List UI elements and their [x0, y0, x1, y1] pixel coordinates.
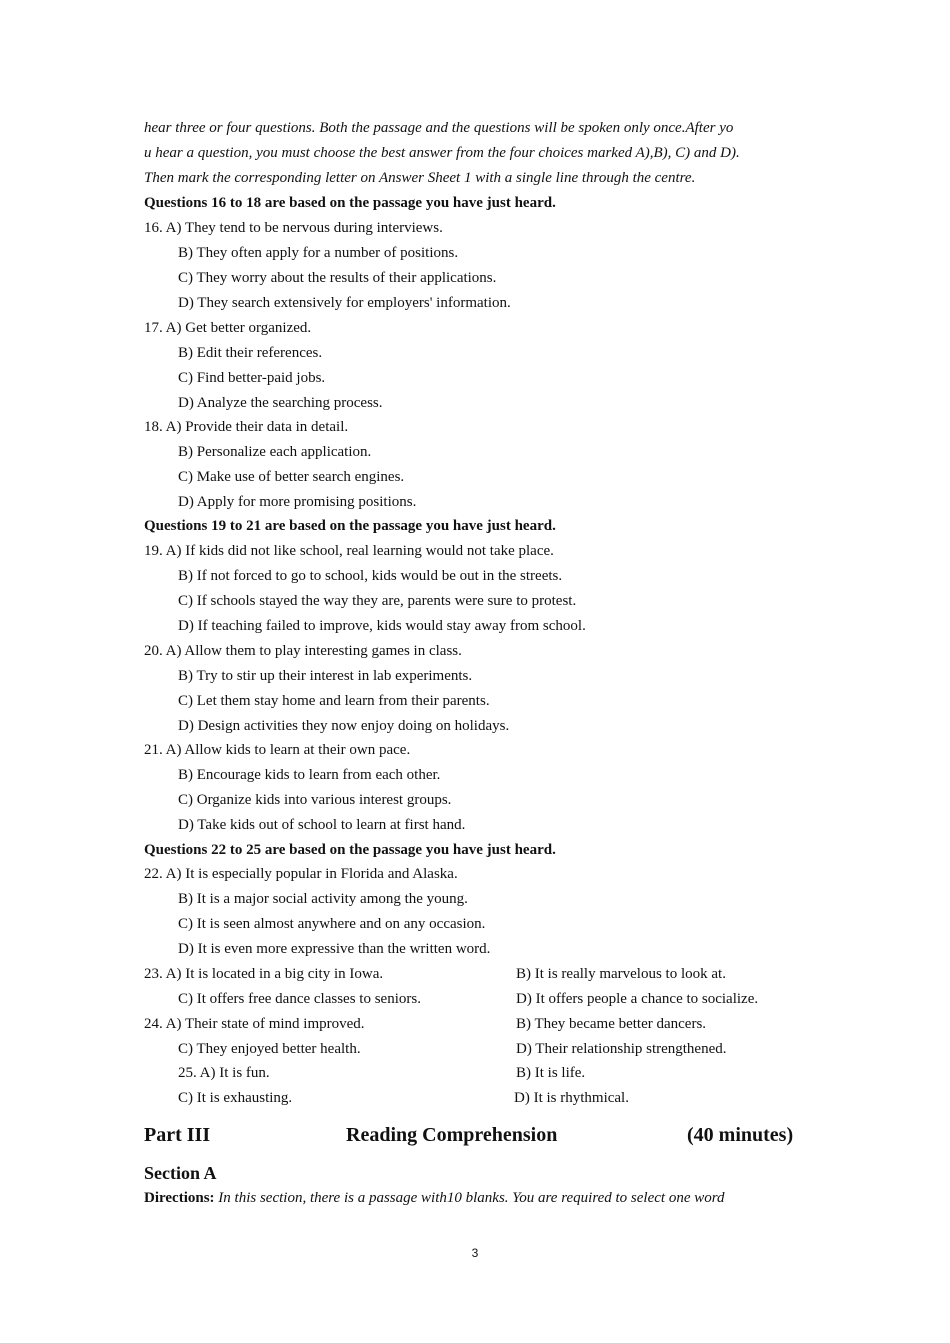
part-title: Reading Comprehension	[346, 1124, 558, 1146]
q25-option-a: 25. A) It is fun.	[178, 1065, 270, 1081]
section-title: Section A	[144, 1163, 217, 1183]
heading-questions-19-21: Questions 19 to 21 are based on the passage you have just heard.	[144, 518, 556, 534]
q22-option-a: 22. A) It is especially popular in Florida and Alaska.	[144, 866, 458, 882]
q20-option-d: D) Design activities they now enjoy doing on holidays.	[178, 718, 510, 734]
q19-option-a: 19. A) If kids did not like school, real learning would not take place.	[144, 543, 554, 559]
q21-option-d: D) Take kids out of school to learn at first hand.	[178, 817, 466, 833]
q23-option-b: B) It is really marvelous to look at.	[516, 966, 726, 982]
directions-label: Directions:	[144, 1190, 215, 1206]
q18-option-b: B) Personalize each application.	[178, 444, 372, 460]
q16-option-a: 16. A) They tend to be nervous during interviews.	[144, 220, 443, 236]
q21-option-a: 21. A) Allow kids to learn at their own pace.	[144, 742, 411, 758]
q21-option-c: C) Organize kids into various interest groups.	[178, 792, 452, 808]
q16-option-c: C) They worry about the results of their applications.	[178, 270, 497, 286]
q23-option-a: 23. A) It is located in a big city in Iowa.	[144, 966, 384, 982]
heading-questions-16-18: Questions 16 to 18 are based on the passage you have just heard.	[144, 195, 556, 211]
heading-questions-22-25: Questions 22 to 25 are based on the passage you have just heard.	[144, 842, 556, 858]
q17-option-c: C) Find better-paid jobs.	[178, 370, 326, 386]
q16-option-d: D) They search extensively for employers' information.	[178, 295, 511, 311]
page-number: 3	[471, 1246, 479, 1260]
q18-option-c: C) Make use of better search engines.	[178, 469, 405, 485]
q17-option-b: B) Edit their references.	[178, 345, 323, 361]
part-label: Part III	[144, 1124, 211, 1146]
q17-option-a: 17. A) Get better organized.	[144, 320, 312, 336]
directions	[144, 1188, 725, 1208]
q23-option-d: D) It offers people a chance to socialize.	[516, 991, 759, 1007]
q24-option-c: C) They enjoyed better health.	[178, 1041, 361, 1057]
q18-option-a: 18. A) Provide their data in detail.	[144, 419, 349, 435]
q22-option-d: D) It is even more expressive than the written word.	[178, 941, 491, 957]
q18-option-d: D) Apply for more promising positions.	[178, 494, 417, 510]
intro-line-1: hear three or four questions. Both the passage and the questions will be spoken only once.After yo	[144, 120, 734, 136]
q19-option-b: B) If not forced to go to school, kids would be out in the streets.	[178, 568, 563, 584]
q19-option-c: C) If schools stayed the way they are, parents were sure to protest.	[178, 593, 577, 609]
q24-option-b: B) They became better dancers.	[516, 1016, 707, 1032]
part-time: (40 minutes)	[687, 1124, 794, 1146]
directions-text: In this section, there is a passage with10 blanks. You are required to select one word	[214, 1190, 725, 1206]
q23-option-c: C) It offers free dance classes to seniors.	[178, 991, 421, 1007]
q16-option-b: B) They often apply for a number of positions.	[178, 245, 459, 261]
q25-option-c: C) It is exhausting.	[178, 1090, 293, 1106]
q21-option-b: B) Encourage kids to learn from each other.	[178, 767, 441, 783]
q22-option-c: C) It is seen almost anywhere and on any occasion.	[178, 916, 486, 932]
q24-option-d: D) Their relationship strengthened.	[516, 1041, 727, 1057]
intro-line-3: Then mark the corresponding letter on Answer Sheet 1 with a single line through the centre.	[144, 170, 696, 186]
q22-option-b: B) It is a major social activity among the young.	[178, 891, 468, 907]
q19-option-d: D) If teaching failed to improve, kids would stay away from school.	[178, 618, 586, 634]
intro-line-2: u hear a question, you must choose the best answer from the four choices marked A),B), C) and D).	[144, 145, 740, 161]
q25-option-d: D) It is rhythmical.	[514, 1090, 629, 1106]
q25-option-b: B) It is life.	[516, 1065, 586, 1081]
q20-option-a: 20. A) Allow them to play interesting games in class.	[144, 643, 462, 659]
q17-option-d: D) Analyze the searching process.	[178, 395, 383, 411]
q24-option-a: 24. A) Their state of mind improved.	[144, 1016, 365, 1032]
q20-option-b: B) Try to stir up their interest in lab experiments.	[178, 668, 473, 684]
q20-option-c: C) Let them stay home and learn from their parents.	[178, 693, 490, 709]
